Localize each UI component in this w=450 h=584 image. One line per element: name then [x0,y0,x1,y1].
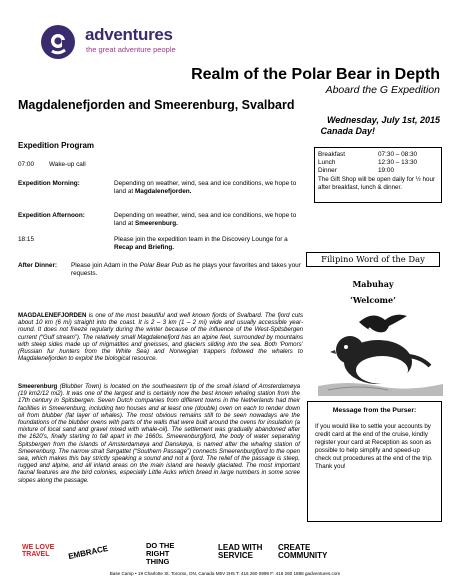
magdalenefjorden-paragraph: MAGDALENEFJORDEN is one of the most beautiful and well known fjords of Svalbard. The fjord cuts about 10 km (6 mi) straight into the coast. It is 2 – 3 km (1 – 2 mi) wide and usually accessible year-round. It does not freeze regularly during the winter because of the influence of the West-Spitsbergen current (“Gulf stream”). The relatively small Magdalenefjord has an alpine feel, surrounded by mountains with steep sides made up of migmatites and gneisses, and glaciers sliding into the sea. Both ‘Pomors’ (Russian fur hunters from the White Sea) and Norwegian trappers followed the whalers to Magdalenefjorden to exploit the biological resource. [18,312,303,363]
footer-logo: WE LOVE TRAVEL [22,544,55,558]
program-item-text: Depending on weather, wind, sea and ice conditions, we hope to land at Magdalenefjorden. [114,180,297,196]
program-item-text: Please join the expedition team in the Discovery Lounge for a Recap and Briefing. [114,236,288,252]
little-auk-illustration [318,326,443,396]
purser-message-box [307,401,442,522]
document-title: Realm of the Polar Bear in Depth [191,66,440,83]
program-item-label: Expedition Afternoon: [18,212,85,219]
program-item-label: 07:00 [18,161,34,168]
meal-time: 12:30 – 13:30 [378,159,418,166]
program-item-text: Please join Adam in the Polar Bear Pub as he plays your favorites and takes your requests. [71,262,301,278]
meal-time: 19:00 [378,167,394,174]
logo-wordmark: adventures [85,25,173,44]
date-subline: Canada Day! [320,126,375,136]
logo-tagline: the great adventure people [86,45,176,54]
purser-heading: Message from the Purser: [332,407,417,414]
word-of-day-word: Mabuhay [352,279,394,289]
meal-time: 07:30 – 08:30 [378,151,418,158]
program-item-label: 18:15 [18,236,34,243]
footer-logo: EMBRACE [67,543,109,562]
footer-logo: CREATE COMMUNITY [278,543,328,560]
footer-logo: LEAD WITH SERVICE [218,543,263,560]
date-line: Wednesday, July 1st, 2015 [326,115,440,125]
smeerenburg-paragraph: Smeerenburg (Blubber Town) is located on the southeastern tip of the small island of Amsterdamøya (19 km2/12 mi2). It was one of the largest and is certainly now the best known whaling station from the 17th century in Spitsbergen. Seven Dutch companies from different towns in the Netherlands had their facilities in Smeerenburg, including two houses and at least one (double) oven on each to render down oil from blubber (fat layer of whales). The most obvious remains still to be seen nowadays are the foundations of the blubber ovens with parts of the walls that were built around the ovens for insulation (a mixture of local sand and gravel mixed with whale-oil). The settlement was gradually abandoned after the 1620’s, finally starting to fall apart in the 1660s. Smeerenburgfjord, the body of water separating Spitsbergen from the islands of Amsterdamøya and Danskøya, is named after the whaling station of Smeerenburg. The narrow strait Sørgattet (“Southern Passage”) connects Smeerenburgfjord to the open sea, which makes this bay strictly speaking a sound and not a fjord. The relief of the passage is steep, rugged and alpine, and all inland areas on the main island are heavily glaciated. The most important faunal features are the bird colonies, especially Little Auks which breed in large numbers in some scree slopes along the passage. [18,383,300,484]
g-adventures-logo-icon [38,22,82,62]
meal-label: Lunch [318,159,336,166]
word-of-day-meaning: ‘Welcome’ [350,295,396,305]
program-item-label: After Dinner: [18,262,58,269]
meal-label: Dinner [318,167,337,174]
meal-label: Breakfast [318,151,345,158]
purser-message: If you would like to settle your accounts by credit card at the end of the cruise, kindly register your card at Reception as soon as possible to help simplify and speed-up check out procedures at the end of the trip. Thank you! [315,423,433,470]
program-item-label: Expedition Morning: [18,180,80,187]
meal-schedule-box [314,147,442,203]
footer-values-logos [18,540,440,570]
footer-address: Base Camp • 19 Charlotte St. Toronto, ON, Canada M5V 2H5 T: 416 260 0999 F: 416 260 1888 gadventures.com [109,571,341,576]
document-subtitle: Aboard the G Expedition [325,84,440,96]
program-item-text: Wake-up call [49,161,86,168]
footer-logo: DO THE RIGHT THING [146,541,175,566]
program-heading: Expedition Program [18,141,95,150]
program-item-text: Depending on weather, wind, sea and ice conditions, we hope to land at Smeerenburg. [114,212,297,228]
word-of-day-heading: Filipino Word of the Day [306,252,440,267]
gift-shop-note: The Gift Shop will be open daily for ½ hour after breakfast, lunch & dinner. [318,176,435,191]
location-heading: Magdalenefjorden and Smeerenburg, Svalbard [18,98,295,112]
